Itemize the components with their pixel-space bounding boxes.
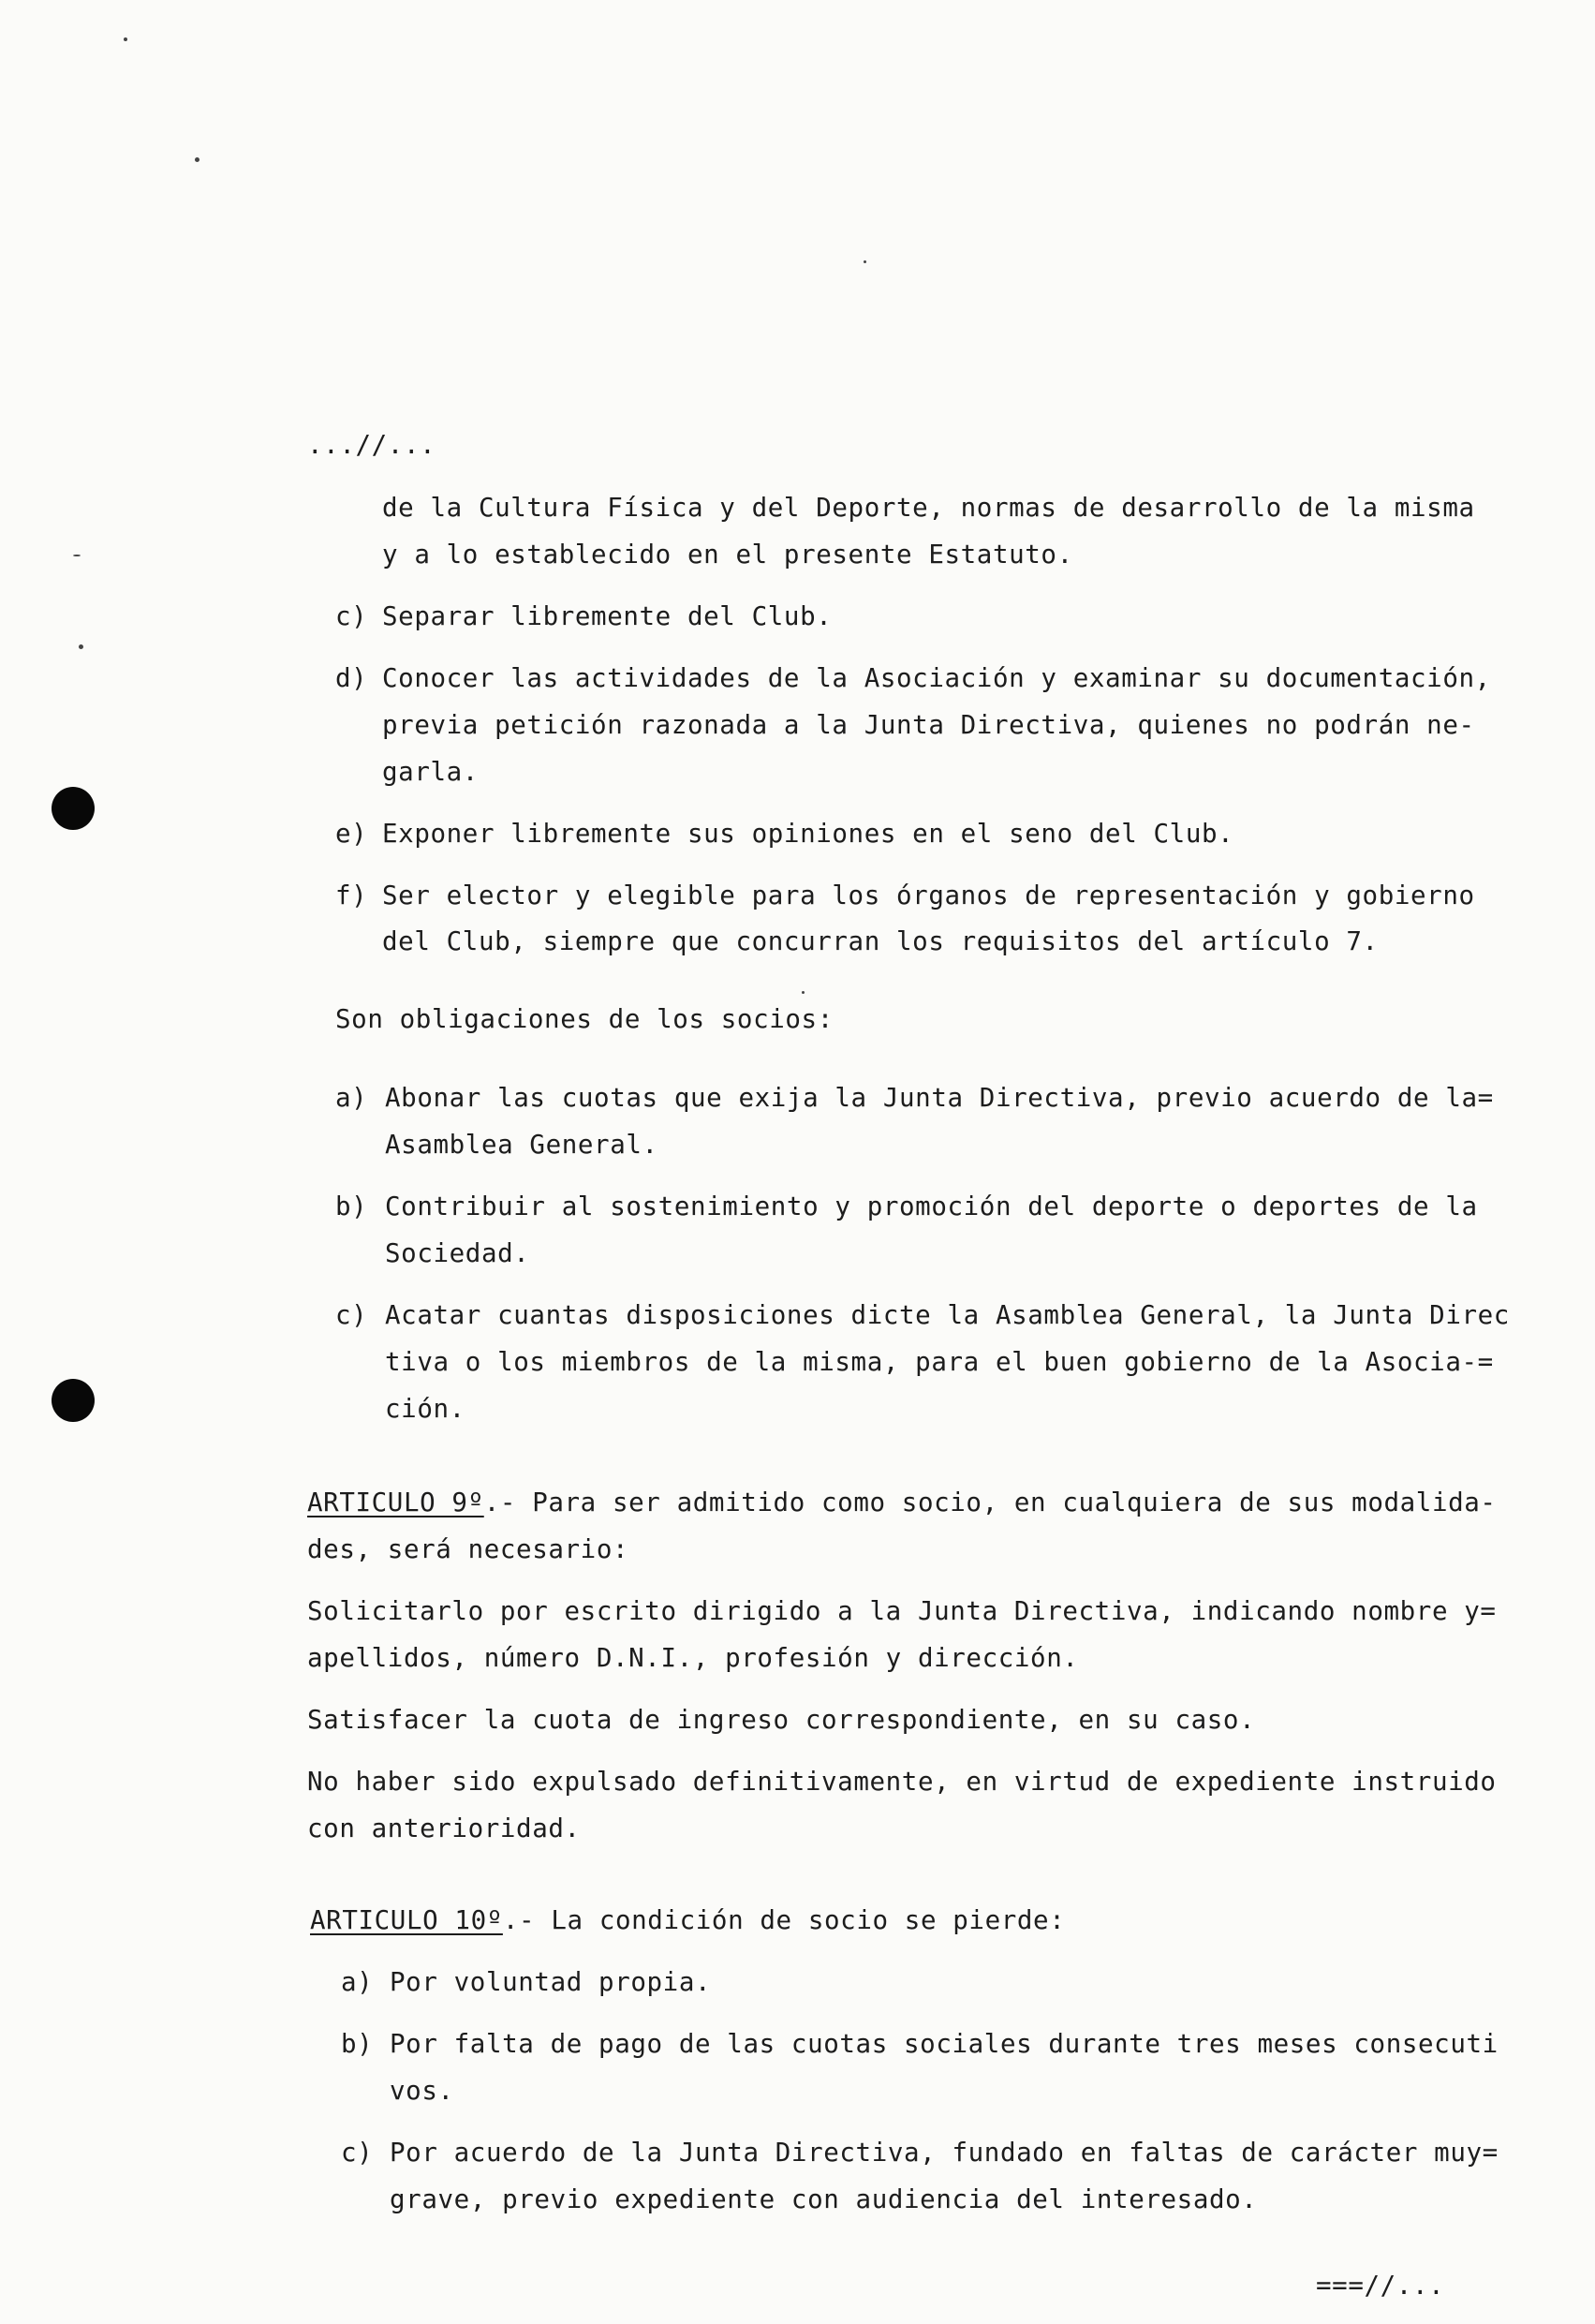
list-item-text: Acatar cuantas disposiciones dicte la Asamblea General, la Junta Direc (385, 1300, 1510, 1330)
punch-hole-bottom (52, 1379, 95, 1422)
list-item-text: Por acuerdo de la Junta Directiva, fundado en faltas de carácter muy= (390, 2138, 1499, 2168)
scan-speck (802, 991, 805, 994)
list-item-text: garla. (382, 757, 479, 787)
text-line: de la Cultura Física y del Deporte, normas de desarrollo de la misma (382, 493, 1475, 523)
list-item-text: Ser elector y elegible para los órganos de representación y gobierno (382, 881, 1475, 910)
article-10-line-1 (310, 1904, 1065, 1936)
list-item-text: Exponer libremente sus opiniones en el seno del Club. (382, 819, 1234, 849)
list-item-text: Conocer las actividades de la Asociación y examinar su documentación, (382, 663, 1491, 693)
list-label: d) (335, 663, 368, 693)
list-label: a) (341, 1967, 374, 1997)
scan-speck (73, 555, 81, 556)
text-line: Satisfacer la cuota de ingreso correspondiente, en su caso. (307, 1705, 1256, 1735)
scan-speck (195, 157, 199, 162)
list-label: c) (341, 2138, 374, 2168)
list-label: f) (335, 881, 368, 910)
scan-speck (79, 644, 83, 649)
continuation-marker-top: ...//... (307, 430, 436, 460)
article-9-line-1 (307, 1487, 1497, 1518)
scan-speck (864, 260, 866, 263)
punch-hole-top (52, 787, 95, 830)
list-label: a) (335, 1083, 368, 1113)
list-item-text: Separar libremente del Club. (382, 601, 833, 631)
list-item-text: tiva o los miembros de la misma, para el buen gobierno de la Asocia-= (385, 1347, 1494, 1377)
article-10-title: ARTICULO 10º (310, 1905, 503, 1935)
scan-speck (124, 37, 127, 41)
list-item-text: Sociedad. (385, 1238, 530, 1268)
article-9-title: ARTICULO 9º (307, 1488, 484, 1517)
list-item-text: Contribuir al sostenimiento y promoción del deporte o deportes de la (385, 1192, 1478, 1221)
text-line: No haber sido expulsado definitivamente, en virtud de expediente instruido (307, 1767, 1497, 1797)
list-item-text: vos. (390, 2076, 454, 2106)
text-line: con anterioridad. (307, 1813, 581, 1843)
list-item-text: Asamblea General. (385, 1130, 658, 1160)
list-label: b) (341, 2029, 374, 2059)
list-item-text: del Club, siempre que concurran los requisitos del artículo 7. (382, 926, 1379, 956)
list-label: c) (335, 601, 368, 631)
section-heading: Son obligaciones de los socios: (335, 1004, 834, 1034)
text-line: des, será necesario: (307, 1534, 629, 1564)
list-item-text: previa petición razonada a la Junta Directiva, quienes no podrán ne- (382, 710, 1475, 740)
continuation-marker-bottom: ===//... (1316, 2271, 1445, 2301)
list-label: c) (335, 1300, 368, 1330)
list-label: b) (335, 1192, 368, 1221)
article-9-text: .- Para ser admitido como socio, en cualquiera de sus modalida- (483, 1488, 1497, 1517)
list-item-text: grave, previo expediente con audiencia del interesado. (390, 2184, 1258, 2214)
article-10-text: .- La condición de socio se pierde: (502, 1905, 1066, 1935)
text-line: Solicitarlo por escrito dirigido a la Junta Directiva, indicando nombre y= (307, 1596, 1497, 1626)
list-item-text: Por falta de pago de las cuotas sociales durante tres meses consecuti (390, 2029, 1499, 2059)
text-line: apellidos, número D.N.I., profesión y dirección. (307, 1643, 1079, 1673)
list-item-text: Por voluntad propia. (390, 1967, 712, 1997)
list-item-text: ción. (385, 1394, 465, 1424)
list-item-text: Abonar las cuotas que exija la Junta Directiva, previo acuerdo de la= (385, 1083, 1494, 1113)
text-line: y a lo establecido en el presente Estatuto. (382, 540, 1073, 570)
list-label: e) (335, 819, 368, 849)
